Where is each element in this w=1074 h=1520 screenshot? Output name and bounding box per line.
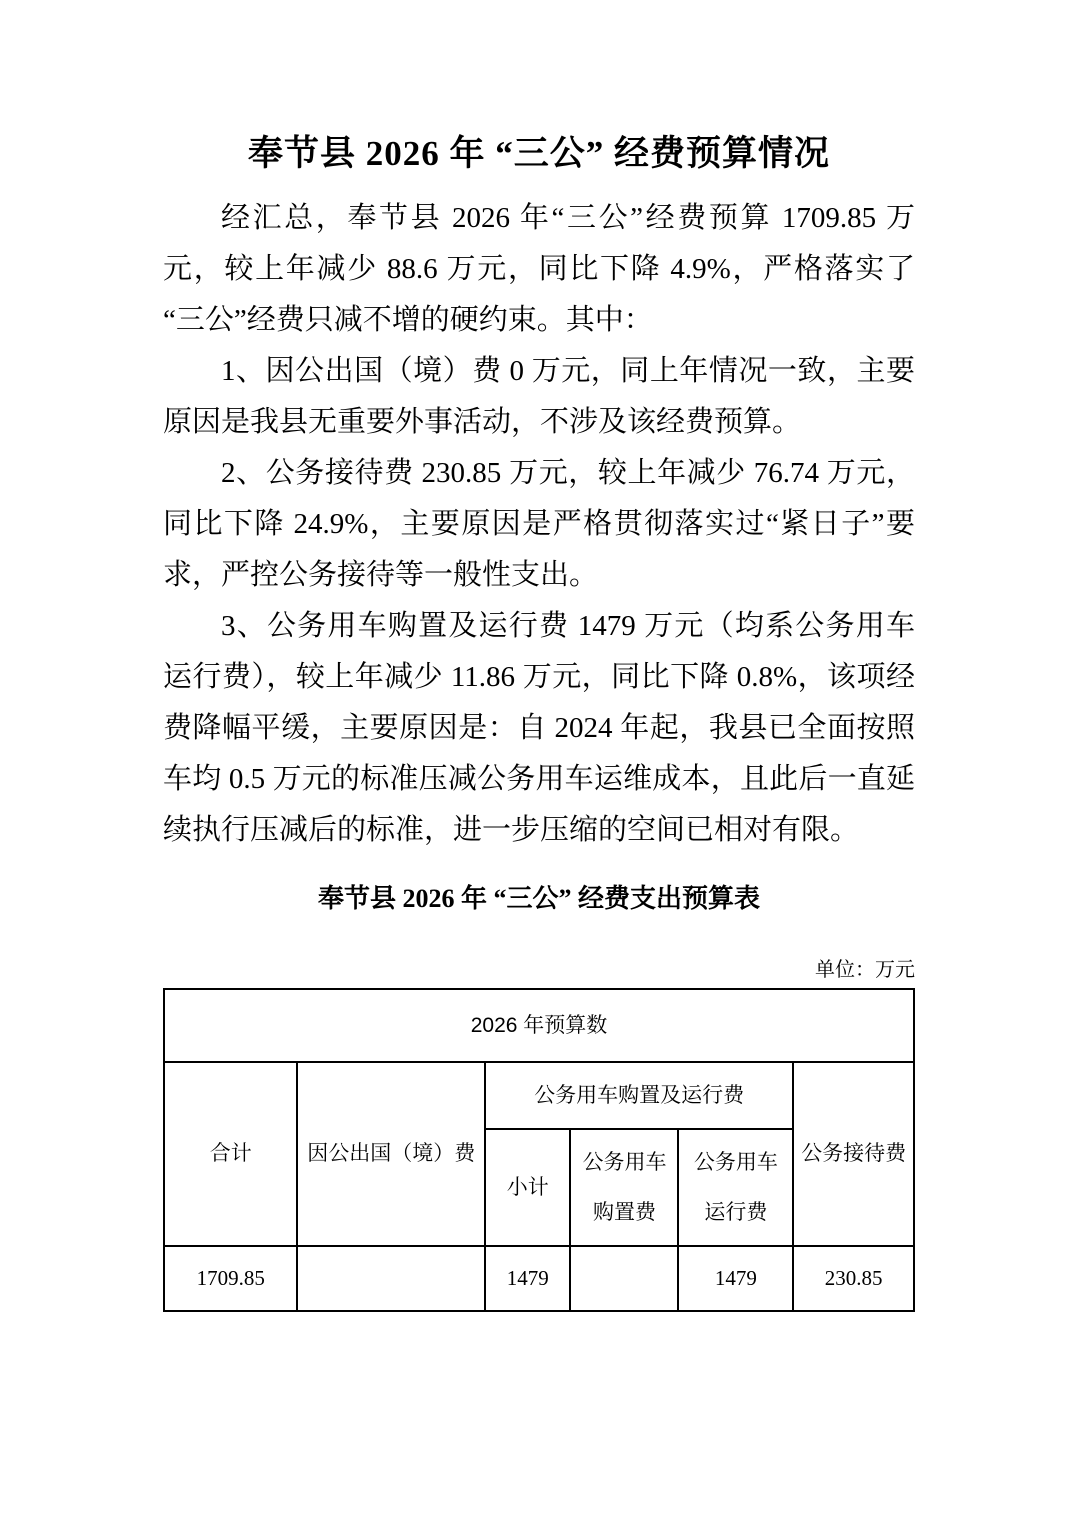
table-unit-label: 单位：万元 (815, 959, 915, 982)
table-row-group-header (164, 1062, 914, 1129)
data-total-cell: 1709.85 (164, 1246, 297, 1311)
document-title: 奉节县 2026 年 “三公” 经费预算情况 (247, 134, 830, 173)
paragraph-vehicle-expense: 3、公务用车购置及运行费 1479 万元（均系公务用车运行费），较上年减少 11.86 万元，同比下降 0.8%，该项经费降幅平缓，主要原因是：自 2024 年起，我县已全面按照车均 0.5 万元的标准压减公务用车运维成本，且此后一直延续执行压减后的标准，进一步压缩的空间已相对有限。 (163, 610, 915, 847)
data-reception-cell: 230.85 (793, 1246, 914, 1311)
document-content (163, 0, 915, 1312)
header-vehicle-subtotal-cell: 小计 (485, 1129, 571, 1246)
data-vehicle-purchase-cell (570, 1246, 678, 1311)
data-vehicle-operation-cell: 1479 (678, 1246, 793, 1311)
data-abroad-cell (297, 1246, 485, 1311)
paragraph-reception-expense: 2、公务接待费 230.85 万元，较上年减少 76.74 万元，同比下降 24.9%，主要原因是严格贯彻落实过“紧日子”要求，严控公务接待等一般性支出。 (163, 457, 915, 592)
header-vehicle-group-cell: 公务用车购置及运行费 (485, 1062, 793, 1129)
data-vehicle-subtotal-cell: 1479 (485, 1246, 571, 1311)
header-vehicle-purchase-cell: 公务用车购置费 (570, 1129, 678, 1246)
paragraph-abroad-expense: 1、因公出国（境）费 0 万元，同上年情况一致，主要原因是我县无重要外事活动，不涉及该经费预算。 (163, 355, 915, 439)
header-year-cell: 2026 年预算数 (164, 989, 914, 1062)
table-row-year (164, 989, 914, 1062)
table-row-data (164, 1246, 914, 1311)
header-abroad-cell: 因公出国（境）费 (297, 1062, 485, 1246)
paragraph-summary: 经汇总，奉节县 2026 年“三公”经费预算 1709.85 万元，较上年减少 88.6 万元，同比下降 4.9%，严格落实了“三公”经费只减不增的硬约束。其中： (163, 202, 915, 337)
budget-table-title: 奉节县 2026 年 “三公” 经费支出预算表 (317, 884, 760, 914)
header-total-cell: 合计 (164, 1062, 297, 1246)
header-vehicle-operation-cell: 公务用车运行费 (678, 1129, 793, 1246)
header-reception-cell: 公务接待费 (793, 1062, 914, 1246)
budget-table (163, 988, 915, 1312)
